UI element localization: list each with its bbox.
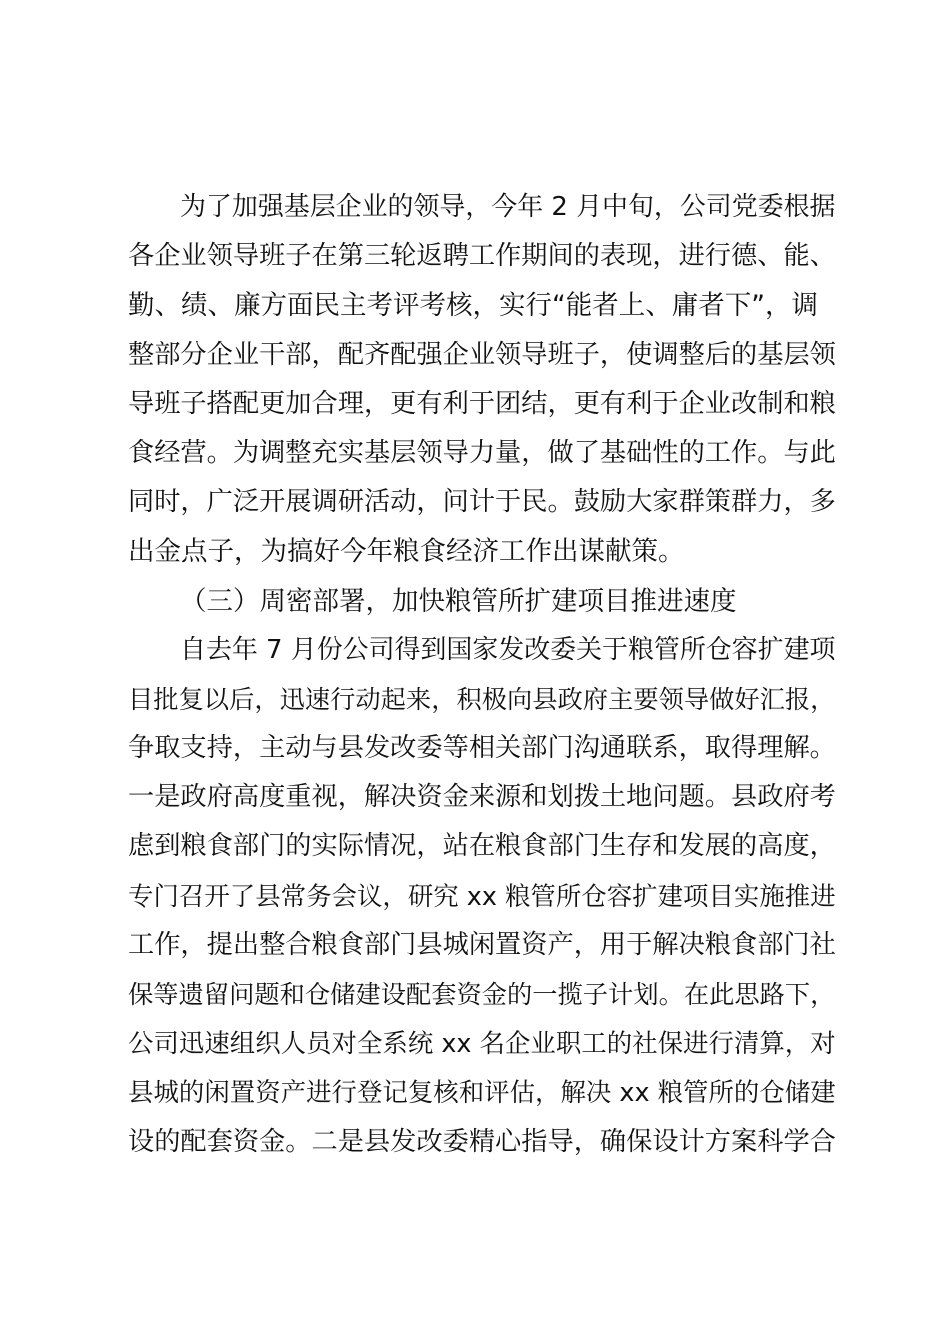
document-body [128, 183, 836, 1167]
paragraph-line: 专门召开了县常务会议，研究 xx 粮管所仓容扩建项目实施推进 [128, 880, 836, 911]
paragraph-line: 公司迅速组织人员对全系统 xx 名企业职工的社保进行清算，对 [128, 1028, 836, 1059]
paragraph-line: 工作，提出整合粮食部门县城闲置资产，用于解决粮食部门社 [128, 929, 836, 960]
paragraph-line: 保等遗留问题和仓储建设配套资金的一揽子计划。在此思路下， [128, 980, 836, 1009]
section-heading: （三）周密部署，加快粮管所扩建项目推进速度 [180, 585, 737, 617]
paragraph-line: 勤、绩、廉方面民主考评考核，实行“能者上、庸者下”，调 [128, 290, 818, 322]
paragraph-line: 目批复以后，迅速行动起来，积极向县政府主要领导做好汇报， [128, 684, 836, 714]
paragraph-line: 虑到粮食部门的实际情况，站在粮食部门生存和发展的高度， [128, 831, 836, 862]
paragraph-line: 设的配套资金。二是县发改委精心指导，确保设计方案科学合 [128, 1126, 836, 1157]
paragraph-line: 一是政府高度重视，解决资金来源和划拨土地问题。县政府考 [128, 782, 836, 813]
paragraph-line: 食经营。为调整充实基层领导力量，做了基础性的工作。与此 [128, 437, 836, 468]
paragraph-line: 自去年 7 月份公司得到国家发改委关于粮管所仓容扩建项 [180, 634, 836, 665]
paragraph-line: 县城的闲置资产进行登记复核和评估，解决 xx 粮管所的仓储建 [128, 1077, 836, 1108]
paragraph-line: 导班子搭配更加合理，更有利于团结，更有利于企业改制和粮 [128, 388, 836, 419]
paragraph-line: 同时，广泛开展调研活动，问计于民。鼓励大家群策群力，多 [128, 487, 836, 518]
paragraph-line: 各企业领导班子在第三轮返聘工作期间的表现，进行德、能、 [128, 241, 836, 272]
paragraph-line: 争取支持，主动与县发改委等相关部门沟通联系，取得理解。 [128, 733, 836, 764]
paragraph-line: 出金点子，为搞好今年粮食经济工作出谋献策。 [128, 536, 685, 568]
paragraph-line: 为了加强基层企业的领导，今年 2 月中旬，公司党委根据 [180, 192, 836, 222]
paragraph-line: 整部分企业干部，配齐配强企业领导班子，使调整后的基层领 [128, 339, 836, 370]
